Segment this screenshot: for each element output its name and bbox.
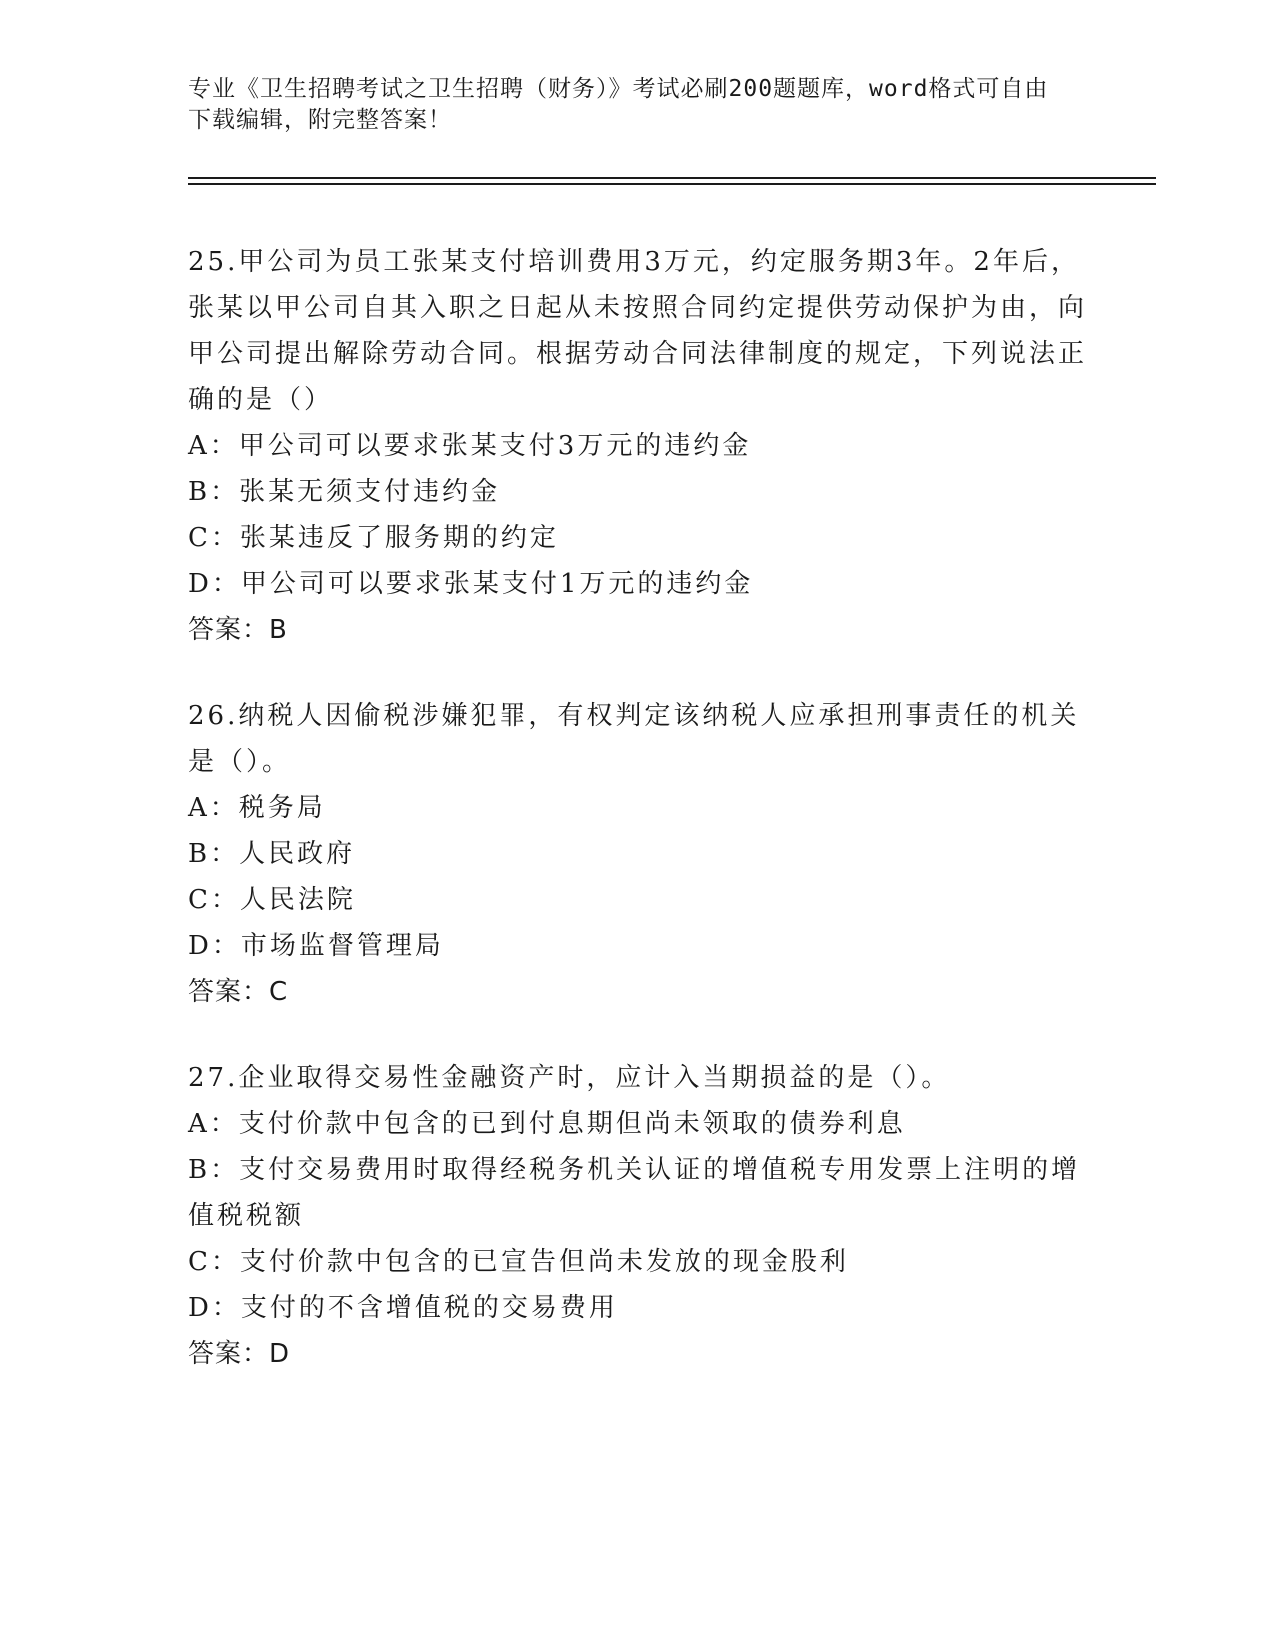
question-27 <box>188 1055 1088 1377</box>
header-divider-bottom <box>188 183 1156 185</box>
option-a: A：支付价款中包含的已到付息期但尚未领取的债券利息 <box>188 1109 906 1139</box>
question-25 <box>188 239 1088 653</box>
option-b: B：人民政府 <box>188 839 356 869</box>
document-header <box>188 74 1068 136</box>
option-d: D：支付的不含增值税的交易费用 <box>188 1293 618 1323</box>
question-stem: 27.企业取得交易性金融资产时，应计入当期损益的是（）。 <box>188 1063 951 1093</box>
question-stem: 25.甲公司为员工张某支付培训费用3万元，约定服务期3年。2年后，张某以甲公司自其入职之日起从未按照合同约定提供劳动保护为由，向甲公司提出解除劳动合同。根据劳动合同法律制度的规定，下列说法正确的是（） <box>188 247 1088 415</box>
question-stem: 26.纳税人因偷税涉嫌犯罪，有权判定该纳税人应承担刑事责任的机关是（）。 <box>188 701 1080 777</box>
option-a: A：甲公司可以要求张某支付3万元的违约金 <box>188 431 752 461</box>
answer-label: 答案：D <box>188 1339 291 1369</box>
option-c: C：支付价款中包含的已宣告但尚未发放的现金股利 <box>188 1247 849 1277</box>
option-d: D：市场监督管理局 <box>188 931 444 961</box>
option-b: B：张某无须支付违约金 <box>188 477 501 507</box>
question-26 <box>188 693 1088 1015</box>
question-list <box>188 239 1088 1417</box>
option-c: C：张某违反了服务期的约定 <box>188 523 559 553</box>
option-b: B：支付交易费用时取得经税务机关认证的增值税专用发票上注明的增值税税额 <box>188 1155 1081 1231</box>
option-c: C：人民法院 <box>188 885 356 915</box>
header-divider-top <box>188 177 1156 179</box>
header-intro-text: 专业《卫生招聘考试之卫生招聘（财务）》考试必刷200题题库，word格式可自由下载编辑，附完整答案！ <box>188 76 1049 133</box>
option-d: D：甲公司可以要求张某支付1万元的违约金 <box>188 569 754 599</box>
answer-label: 答案：C <box>188 977 289 1007</box>
answer-label: 答案：B <box>188 615 288 645</box>
option-a: A：税务局 <box>188 793 326 823</box>
